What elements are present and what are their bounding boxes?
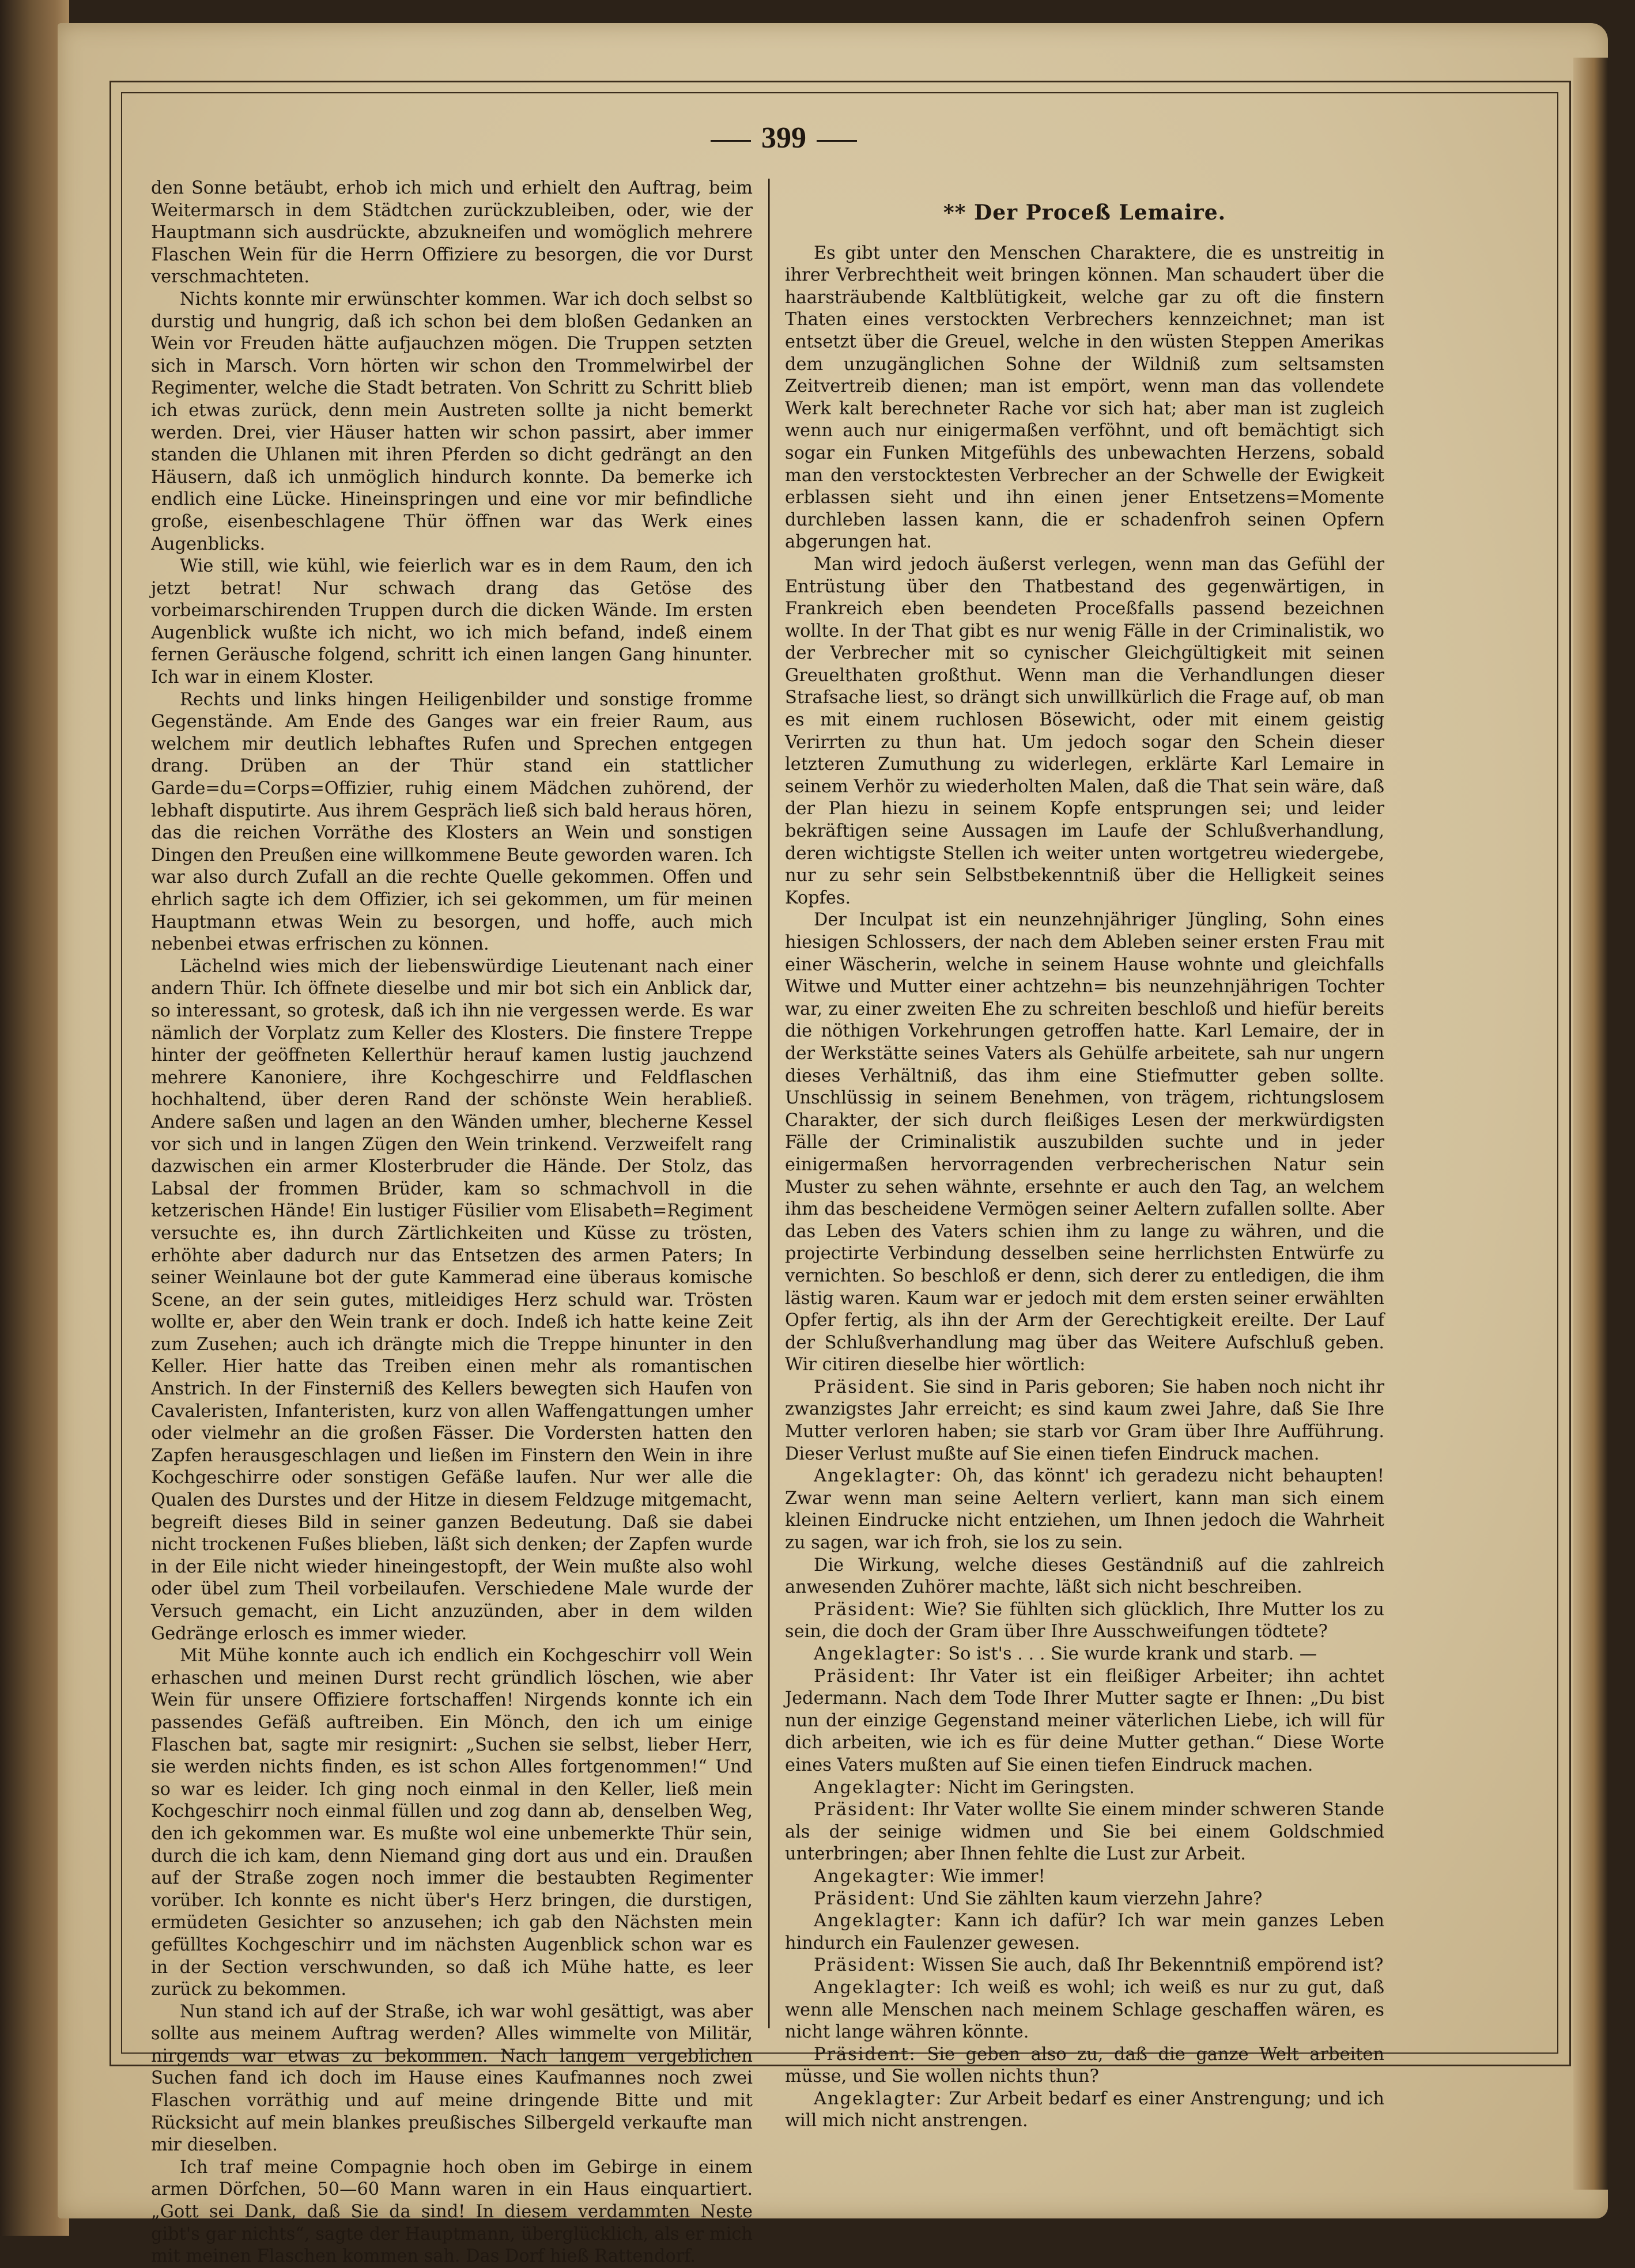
article-paragraph <box>785 1955 1384 1977</box>
speaker-label: Angeklagter: <box>814 1977 943 1998</box>
paragraph-text: Der Inculpat ist ein neunzehnjähriger Jüngling, Sohn eines hiesigen Schlossers, der nach dem Ableben seiner ersten Frau mit einer Wäscherin, welche in seinem Hause wohnte und gleichfalls Witwe und Mutter einer achtzehn= bis neunzehnjährigen Tochter war, zu einer zweiten Ehe zu schreiten beschloß und hiefür bereits die nöthigen Vorkehrungen getroffen hatte. Karl Lemaire, der in der Werkstätte seines Vaters als Gehülfe arbeitete, sah nur ungern dieses Verhältniß, das ihm eine Stiefmutter geben sollte. Unschlüssig in seinem Benehmen, von trägem, richtungslosem Charakter, der sich durch fleißiges Lesen der merkwürdigsten Fälle der Criminalistik auszubilden suchte und in jeder einigermaßen hervorragenden verbrecherischen Natur sein Muster zu sehen wähnte, ersehnte er auch den Tag, an welchem ihm das bescheidene Vermögen seiner Aeltern zufallen sollte. Aber das Leben des Vaters schien ihm zu lange zu währen, und die projectirte Verbindung desselben seine herrlichsten Entwürfe zu vernichten. So beschloß er denn, sich derer zu entledigen, die ihm lästig waren. Kaum war er jedoch mit dem ersten seiner erwählten Opfer fertig, als ihn der Arm der Gerechtigkeit ereilte. Der Lauf der Schlußverhandlung mag über das Weitere Aufschluß geben. Wir citiren dieselbe hier wörtlich: <box>785 910 1384 1375</box>
article-paragraph <box>785 1465 1384 1554</box>
paragraph-text: Oh, das könnt' ich geradezu nicht behaupten! Zwar wenn man seine Aeltern verliert, kann man sich einem kleinen Eindrucke nicht entziehen, um Ihnen jedoch die Wahrheit zu sagen, war ich froh, sie los zu sein. <box>785 1466 1384 1553</box>
article-paragraph <box>785 1799 1384 1866</box>
page-number-header <box>692 121 876 155</box>
speaker-label: Angekagter: <box>814 1866 936 1887</box>
paragraph-text: Wie? Sie fühlten sich glücklich, Ihre Mutter los zu sein, die doch der Gram über Ihre Ausschweifungen tödtete? <box>785 1599 1384 1642</box>
article-paragraph <box>785 1599 1384 1643</box>
article-paragraph <box>785 2044 1384 2088</box>
speaker-label: Präsident: <box>814 1599 916 1620</box>
article-heading: ** Der Proceß Lemaire. <box>943 201 1226 225</box>
article-paragraph <box>785 1866 1384 1888</box>
left-column <box>151 177 753 2268</box>
speaker-label: Präsident: <box>814 1666 916 1687</box>
left-paragraph: Rechts und links hingen Heiligenbilder und sonstige fromme Gegenstände. Am Ende des Ganges war ein freier Raum, aus welchem mir deutlich lebhaftes Rufen und Sprechen entgegen drang. Drüben an der Thür stand ein stattlicher Garde=du=Corps=Offizier, ruhig einem Mädchen zuhörend, der lebhaft disputirte. Aus ihrem Gespräch ließ sich bald heraus hören, das die reichen Vorräthe des Klosters an Wein und sonstigen Dingen den Preußen eine willkommene Beute geworden waren. Ich war also durch Zufall an die rechte Quelle gekommen. Offen und ehrlich sagte ich dem Offizier, ich sei gekommen, um für meinen Hauptmann etwas Wein zu besorgen, und hoffe, auch mich nebenbei etwas erfrischen zu können. <box>151 689 753 955</box>
paragraph-text: Ich weiß es wohl; ich weiß es nur zu gut, daß wenn alle Menschen nach meinem Schlage geschaffen wären, es nicht lange währen könnte. <box>785 1977 1384 2043</box>
speaker-label: Präsident: <box>814 1888 916 1909</box>
paragraph-text: Zur Arbeit bedarf es einer Anstrengung; und ich will mich nicht anstrengen. <box>785 2088 1384 2131</box>
page-number: 399 <box>761 122 806 154</box>
column-divider <box>768 179 770 2028</box>
article-paragraph <box>785 1977 1384 2044</box>
paragraph-text: Nicht im Geringsten. <box>942 1777 1135 1798</box>
paragraph-text: Die Wirkung, welche dieses Geständniß auf die zahlreich anwesenden Zuhörer machte, läßt sich nicht beschreiben. <box>785 1555 1384 1598</box>
paragraph-text: So ist's . . . Sie wurde krank und starb. — <box>942 1644 1317 1664</box>
paragraph-text: Kann ich dafür? Ich war mein ganzes Leben hindurch ein Faulenzer gewesen. <box>785 1911 1384 1953</box>
paragraph-text: Wie immer! <box>935 1866 1045 1887</box>
article-paragraph <box>785 1666 1384 1777</box>
paragraph-text: Sie sind in Paris geboren; Sie haben noch nicht ihr zwanzigstes Jahr erreicht; es sind kaum zwei Jahre, daß Sie Ihre Mutter verloren haben; sie starb vor Gram über Ihre Aufführung. Dieser Verlust mußte auf Sie einen tiefen Eindruck machen. <box>785 1377 1384 1464</box>
speaker-label: Angeklagter: <box>814 1644 943 1664</box>
article-paragraph <box>785 1910 1384 1955</box>
article-body <box>785 243 1384 2133</box>
article-paragraph <box>785 2088 1384 2133</box>
paragraph-text: Man wird jedoch äußerst verlegen, wenn man das Gefühl der Entrüstung über den Thatbestand des gegenwärtigen, in Frankreich eben beendeten Proceßfalls passend bezeichnen wollte. In der That gibt es nur wenig Fälle in der Criminalistik, wo der Verbrecher mit so cynischer Gleichgültigkeit mit seinen Greuelthaten großthut. Wenn man die Verhandlungen dieser Strafsache liest, so drängt sich unwillkürlich die Frage auf, ob man es mit einem ruchlosen Bösewicht, oder mit einem geistig Verirrten zu thun hat. Um jedoch sogar den Schein dieser letzteren Zumuthung zu widerlegen, erklärte Karl Lemaire in seinem Verhör zu wiederholten Malen, daß die That sein wäre, daß der Plan hiezu in seinem Kopfe entsprungen sei; und leider bekräftigen seine Aussagen im Laufe der Schlußverhandlung, deren wichtigste Stellen ich weiter unten wortgetreu wiedergebe, nur zu sehr sein Selbstbekenntniß über die Helligkeit seines Kopfes. <box>785 554 1384 908</box>
speaker-label: Präsident: <box>814 1800 916 1820</box>
article-paragraph <box>785 1555 1384 1599</box>
paragraph-text: Ihr Vater wollte Sie einem minder schweren Stande als der seinige widmen und Sie bei einem Goldschmied unterbringen; aber Ihnen fehlte die Lust zur Arbeit. <box>785 1800 1384 1865</box>
paragraph-text: Sie geben also zu, daß die ganze Welt arbeiten müsse, und Sie wollen nichts thun? <box>785 2044 1384 2087</box>
page-edge-shadow <box>1573 58 1608 2190</box>
article-paragraph <box>785 909 1384 1376</box>
paragraph-text: Ihr Vater ist ein fleißiger Arbeiter; ihn achtet Jedermann. Nach dem Tode Ihrer Mutter sagte er Ihnen: „Du bist nun der einzige Gegenstand meiner väterlichen Liebe, ich will für dich arbeiten, wie ich es für deine Mutter gethan.“ Diese Worte eines Vaters mußten auf Sie einen tiefen Eindruck machen. <box>785 1666 1384 1775</box>
article-paragraph <box>785 243 1384 554</box>
article-paragraph <box>785 1777 1384 1800</box>
article-paragraph <box>785 1888 1384 1911</box>
left-paragraph: Wie still, wie kühl, wie feierlich war es in dem Raum, den ich jetzt betrat! Nur schwach drang das Getöse des vorbeimarschirenden Truppen durch die dicken Wände. Im ersten Augenblick wußte ich nicht, wo ich mich befand, indeß einem fernen Geräusche folgend, schritt ich einen langen Gang hinunter. Ich war in einem Kloster. <box>151 556 753 688</box>
article-paragraph <box>785 554 1384 910</box>
ornament-left <box>711 140 751 142</box>
left-paragraph: Nun stand ich auf der Straße, ich war wohl gesättigt, was aber sollte aus meinem Auftrag werden? Alles wimmelte von Militär, nirgends war etwas zu bekommen. Nach langem vergeblichen Suchen fand ich doch im Hause eines Kaufmannes noch zwei Flaschen vorräthig und auf meine dringende Bitte und mit Rücksicht auf mein blankes preußisches Silbergeld verkaufte man mir dieselben. <box>151 2001 753 2156</box>
paragraph-text: Wissen Sie auch, daß Ihr Bekenntniß empörend ist? <box>916 1955 1384 1976</box>
left-paragraph: Ich traf meine Compagnie hoch oben im Gebirge in einem armen Dörfchen, 50—60 Mann waren in ein Haus einquartiert. „Gott sei Dank, daß Sie da sind! In diesem verdammten Neste gibt's gar nichts“, sagte der Hauptmann, überglücklich, als er mich mit meinen Flaschen kommen sah. Das Dorf hieß Rattendorf. <box>151 2157 753 2267</box>
speaker-label: Angeklagter: <box>814 1466 943 1487</box>
left-paragraph: Nichts konnte mir erwünschter kommen. War ich doch selbst so durstig und hungrig, daß ich schon bei dem bloßen Gedanken an Wein vor Freuden hätte aufjauchzen mögen. Die Truppen setzten sich in Marsch. Vorn hörten wir schon den Trommelwirbel der Regimenter, welche die Stadt betraten. Von Schritt zu Schritt blieb ich etwas zurück, denn mein Austreten sollte ja nicht bemerkt werden. Drei, vier Häuser hatten wir schon passirt, aber immer standen die Uhlanen mit ihren Pferden so dicht gedrängt an den Häusern, daß ich unmöglich hindurch konnte. Da bemerke ich endlich eine Lücke. Hineinspringen und eine vor mir befindliche große, eisenbeschlagene Thür öffnen war das Werk eines Augenblicks. <box>151 289 753 554</box>
article-paragraph <box>785 1377 1384 1465</box>
right-column <box>785 177 1384 2133</box>
left-paragraph: den Sonne betäubt, erhob ich mich und erhielt den Auftrag, beim Weitermarsch in dem Städtchen zurückzubleiben, oder, wie der Hauptmann sich ausdrückte, abzukneifen und womöglich mehrere Flaschen Wein für die Herrn Offiziere zu besorgen, die vor Durst verschmachteten. <box>151 178 753 288</box>
speaker-label: Präsident. <box>814 1377 916 1397</box>
paragraph-text: Es gibt unter den Menschen Charaktere, die es unstreitig in ihrer Verbrechtheit weit bringen können. Man schaudert über die haarsträubende Kaltblütigkeit, welche gar zu oft die finstern Thaten eines verstockten Verbrechers kennzeichnet; man ist entsetzt über die Greuel, welche in den wüsten Steppen Amerikas dem unzugänglichen Sohne der Wildniß zum seltsamsten Zeitvertreib dienen; man ist empört, wenn man das vollendete Werk kalt berechneter Rache vor sich hat; aber man ist zugleich wenn auch nur einigermaßen verföhnt, und oft bemächtigt sich sogar ein Funken Mitgefühls des unbewachten Herzens, sobald man den verstocktesten Verbrecher an der Schwelle der Ewigkeit erblassen sieht und ihn einen jener Entsetzens=Momente durchleben lassen kann, die er schadenfroh seinen Opfern abgerungen hat. <box>785 243 1384 553</box>
speaker-label: Angeklagter: <box>814 2088 943 2109</box>
speaker-label: Angeklagter: <box>814 1777 943 1798</box>
left-paragraph: Lächelnd wies mich der liebenswürdige Lieutenant nach einer andern Thür. Ich öffnete dieselbe und mir bot sich ein Anblick dar, so interessant, so grotesk, daß ich ihn nie vergessen werde. Es war nämlich der Vorplatz zum Keller des Klosters. Die finstere Treppe hinter der geöffneten Kellerthür herauf kamen lustig jauchzend mehrere Kanoniere, ihre Kochgeschirre und Feldflaschen hochhaltend, über deren Rand der schönste Wein herabließ. Andere saßen und lagen an den Wänden umher, blecherne Kessel vor sich und in langen Zügen den Wein trinkend. Verzweifelt rang dazwischen ein armer Klosterbruder die Hände. Der Stolz, das Labsal der frommen Brüder, kam so schmachvoll in die ketzerischen Hände! Ein lustiger Füsilier vom Elisabeth=Regiment versuchte es, ihn durch Zärtlichkeiten und Küsse zu trösten, erhöhte aber dadurch nur das Entsetzen des armen Paters; In seiner Weinlaune bot der gute Kammerad eine überaus komische Scene, an der sein gutes, mitleidiges Herz schuld war. Trösten wollte er, aber den Wein trank er doch. Indeß ich hatte keine Zeit zum Zusehen; auch ich drängte mich die Treppe hinunter in den Keller. Hier hatte das Treiben einen mehr als romantischen Anstrich. In der Finsterniß des Kellers bewegten sich Haufen von Cavaleristen, Infanteristen, kurz von allen Waffengattungen umher oder vielmehr an die großen Fässer. Die Vordersten hatten den Zapfen herausgeschlagen und ließen im Finstern den Wein in ihre Kochgeschirre oder sonstigen Gefäße laufen. Nur wer alle die Qualen des Durstes und der Hitze in diesem Feldzuge mitgemacht, begreift dieses Bild in seiner ganzen Bedeutung. Daß sie dabei nicht trockenen Fußes blieben, läßt sich denken; der Zapfen wurde in der Eile nicht wieder hineingestopft, der Wein mußte also wohl oder übel zum Theil vorbeilaufen. Verschiedene Male wurde der Versuch gemacht, ein Licht anzuzünden, aber in dem wilden Gedränge erlosch es immer wieder. <box>151 956 753 1644</box>
left-paragraph: Mit Mühe konnte auch ich endlich ein Kochgeschirr voll Wein erhaschen und meinen Durst recht gründlich löschen, wie aber Wein für unsere Offiziere fortschaffen! Nirgends konnte ich ein passendes Gefäß auftreiben. Ein Mönch, den ich um einige Flaschen bat, sagte mir resignirt: „Suchen sie selbst, lieber Herr, sie werden nichts finden, es ist schon Alles fortgenommen!“ Und so war es leider. Ich ging noch einmal in den Keller, ließ mein Kochgeschirr noch einmal füllen und zog dann ab, denselben Weg, den ich gekommen war. Es mußte wol eine unbemerkte Thür sein, durch die ich kam, denn Niemand ging dort aus und ein. Draußen auf der Straße zogen noch immer die bestaubten Regimenter vorüber. Ich konnte es nicht über's Herz bringen, die durstigen, ermüdeten Gesichter so anzusehen; ich gab den Nächsten mein gefülltes Kochgeschirr und im nächsten Augenblick schon war es in der Section verschwunden, so daß ich Mühe hatte, es leer zurück zu bekommen. <box>151 1646 753 2000</box>
article-paragraph <box>785 1643 1384 1666</box>
speaker-label: Präsident: <box>814 2044 916 2065</box>
speaker-label: Angeklagter: <box>814 1911 943 1931</box>
paragraph-text: Und Sie zählten kaum vierzehn Jahre? <box>916 1888 1263 1909</box>
speaker-label: Präsident: <box>814 1955 916 1976</box>
ornament-right <box>817 140 857 142</box>
